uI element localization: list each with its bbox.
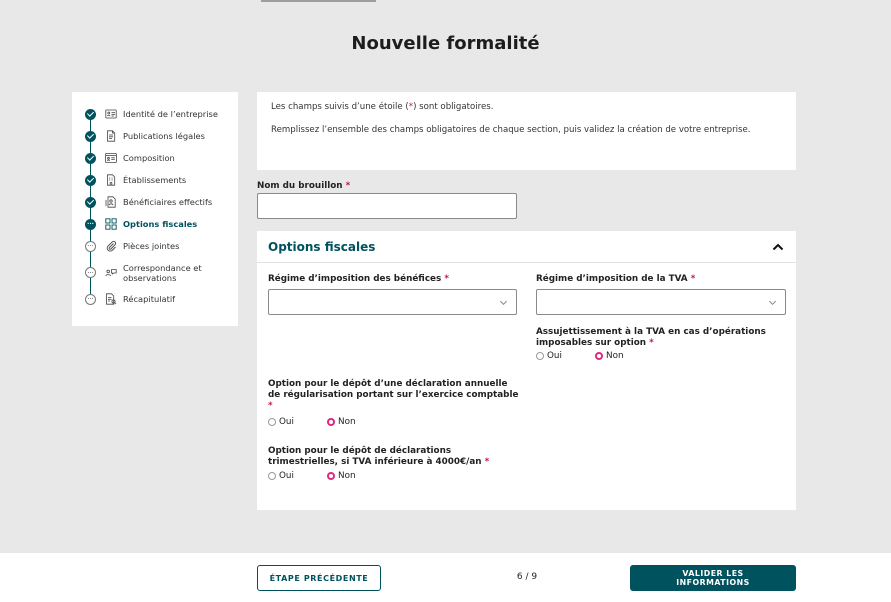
step-label: Options fiscales bbox=[123, 219, 198, 229]
id-card-icon bbox=[104, 108, 117, 120]
grid-options-icon bbox=[104, 218, 117, 230]
step-composition[interactable] bbox=[72, 147, 238, 169]
declaration-annuelle-oui-radio[interactable]: Oui bbox=[268, 417, 327, 427]
options-fiscales-section bbox=[257, 231, 796, 510]
step-todo-icon bbox=[85, 267, 96, 278]
step-pager: 6 / 9 bbox=[516, 572, 538, 582]
draft-name-input[interactable] bbox=[257, 193, 517, 219]
correspondence-icon bbox=[104, 267, 117, 279]
section-title: Options fiscales bbox=[268, 239, 376, 254]
step-beneficiaires[interactable] bbox=[72, 191, 238, 213]
declarations-trimestrielles-label: Option pour le dépôt de déclarations trimestrielles, si TVA inférieure à 4000€/an * bbox=[268, 446, 490, 467]
page-title: Nouvelle formalité bbox=[351, 33, 540, 54]
step-done-check-icon bbox=[85, 175, 96, 186]
step-label: Correspondance et observations bbox=[123, 262, 202, 283]
step-etablissements[interactable] bbox=[72, 169, 238, 191]
assujettissement-label: Assujettissement à la TVA en cas d’opérations imposables sur option * bbox=[536, 327, 766, 348]
step-label: Récapitulatif bbox=[123, 294, 176, 304]
regime-tva-label: Régime d’imposition de la TVA * bbox=[536, 274, 696, 284]
chevron-up-icon[interactable] bbox=[771, 240, 785, 254]
step-label: Publications légales bbox=[123, 131, 205, 141]
step-publications[interactable] bbox=[72, 125, 238, 147]
step-label: Établissements bbox=[123, 175, 187, 185]
step-done-check-icon bbox=[85, 153, 96, 164]
declaration-annuelle-label: Option pour le dépôt d’une déclaration annuelle de régularisation portant sur l’exercice comptable * bbox=[268, 379, 519, 411]
step-current-icon bbox=[85, 219, 96, 230]
step-correspondance[interactable] bbox=[72, 257, 238, 288]
document-icon bbox=[104, 130, 117, 142]
top-tab-indicator bbox=[261, 0, 376, 2]
declaration-annuelle-non-radio[interactable]: Non bbox=[327, 417, 356, 427]
assujettissement-radio-group bbox=[536, 351, 624, 361]
paperclip-icon bbox=[104, 240, 117, 252]
instructions-text: Remplissez l’ensemble des champs obligatoires de chaque section, puis validez la création de votre entreprise. bbox=[271, 125, 751, 135]
required-fields-note: Les champs suivis d’une étoile (*) sont obligatoires. bbox=[271, 102, 494, 112]
declarations-trimestrielles-non-radio[interactable]: Non bbox=[327, 471, 356, 481]
step-done-check-icon bbox=[85, 131, 96, 142]
chevron-down-icon bbox=[499, 298, 508, 307]
step-options-fiscales[interactable] bbox=[72, 213, 238, 235]
declarations-trimestrielles-oui-radio[interactable]: Oui bbox=[268, 471, 327, 481]
chevron-down-icon bbox=[768, 298, 777, 307]
step-identite[interactable] bbox=[72, 103, 238, 125]
declaration-annuelle-radio-group bbox=[268, 417, 356, 427]
section-header[interactable] bbox=[257, 231, 796, 263]
step-label: Pièces jointes bbox=[123, 241, 180, 251]
step-label: Bénéficiaires effectifs bbox=[123, 197, 213, 207]
regime-benefices-label: Régime d’imposition des bénéfices * bbox=[268, 274, 449, 284]
team-card-icon bbox=[104, 152, 117, 164]
step-done-check-icon bbox=[85, 109, 96, 120]
regime-tva-select[interactable] bbox=[536, 289, 786, 315]
step-todo-icon bbox=[85, 241, 96, 252]
building-doc-icon bbox=[104, 174, 117, 186]
step-label: Composition bbox=[123, 153, 175, 163]
steps-sidebar bbox=[72, 92, 238, 326]
validate-button[interactable]: VALIDER LES INFORMATIONS bbox=[630, 565, 796, 591]
draft-name-label: Nom du brouillon * bbox=[257, 181, 351, 191]
assujettissement-non-radio[interactable]: Non bbox=[595, 351, 624, 361]
summary-icon bbox=[104, 293, 117, 305]
step-todo-icon bbox=[85, 294, 96, 305]
step-recapitulatif[interactable] bbox=[72, 288, 238, 310]
declarations-trimestrielles-radio-group bbox=[268, 471, 356, 481]
assujettissement-oui-radio[interactable]: Oui bbox=[536, 351, 595, 361]
beneficiaries-icon bbox=[104, 196, 117, 208]
step-done-check-icon bbox=[85, 197, 96, 208]
step-label: Identité de l’entreprise bbox=[123, 109, 218, 119]
info-box bbox=[257, 92, 796, 170]
regime-benefices-select[interactable] bbox=[268, 289, 517, 315]
previous-step-button[interactable]: ÉTAPE PRÉCÉDENTE bbox=[257, 565, 381, 591]
step-pieces-jointes[interactable] bbox=[72, 235, 238, 257]
